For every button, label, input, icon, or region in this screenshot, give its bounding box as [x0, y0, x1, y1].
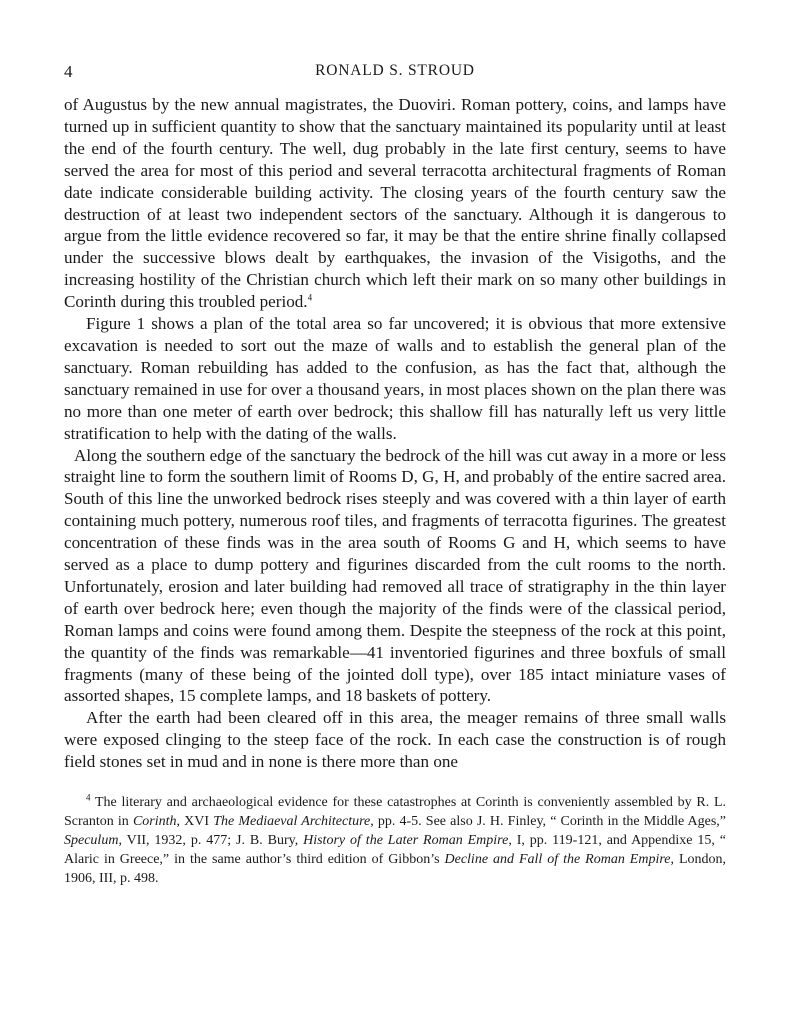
paragraph [64, 94, 726, 313]
footnote-segment: Decline and Fall of the Roman Empire [444, 852, 671, 868]
body-text [64, 94, 726, 773]
footnote-segment: , VII, 1932, p. 477; J. B. Bury, [118, 833, 304, 849]
footnote-segment: The literary and archaeological evidence for these catastrophes at Corinth is conveniently assembled by R. L. Scranton in [64, 795, 726, 830]
paragraph-text: of Augustus by the new annual magistrates, the Duoviri. Roman pottery, coins, and lamps have turned up in sufficient quantity to show that the sanctuary maintained its popularity until at least the end of the fourth century. The well, dug probably in the late first century, seems to have served the area for most of this period and several terracotta architectural fragments of Roman date indicate considerable building activity. The closing years of the fourth century saw the destruction of at least two independent sectors of the sanctuary. Although it is dangerous to argue from the little evidence recovered so far, it may be that the entire shrine finally collapsed under the successive blows dealt by earthquakes, the invasion of the Visigoths, and the increasing hostility of the Christian church which left their mark on so many other buildings in Corinth during this troubled period. [64, 95, 726, 312]
paragraph [64, 445, 726, 708]
running-title: RONALD S. STROUD [315, 62, 475, 79]
footnote-reference[interactable]: 4 [307, 292, 313, 303]
paragraph [64, 313, 726, 444]
footnote-text [64, 793, 726, 888]
footnote-number: 4 [86, 792, 91, 803]
paragraph-text: Figure 1 shows a plan of the total area so far uncovered; it is obvious that more extensive excavation is needed to sort out the maze of walls and to establish the general plan of the sanctuary. Roman rebuilding has added to the confusion, as has the fact that, although the sanctuary remained in use for over a thousand years, in most places shown on the plan there was no more than one meter of earth over bedrock; this shallow fill has naturally left us very little stratification to help with the dating of the walls. [64, 314, 726, 443]
footnote-segment: The Mediaeval Architecture [213, 814, 371, 830]
footnote-segment: Corinth [132, 814, 177, 830]
document-page [64, 58, 726, 888]
paragraph-text: After the earth had been cleared off in this area, the meager remains of three small walls were exposed clinging to the steep face of the rock. In each case the construction is of rough field stones set in mud and in none is there more than one [64, 708, 726, 772]
footnote-segment: Speculum [64, 833, 119, 849]
footnote [64, 793, 726, 888]
paragraph [64, 707, 726, 773]
footnote-segment: , XVI [176, 814, 214, 830]
footnote-segment: History of the Later Roman Empire [303, 833, 509, 849]
footnote-segment: , pp. 4-5. See also J. H. Finley, “ Corinth in the Middle Ages,” [370, 814, 727, 830]
footnote-segment: , London, 1906, III, p. 498. [64, 852, 726, 887]
footnote-segment: , I, pp. 119-121, and Appendixe 15, “ Alaric in Greece,” in the same author’s third edition of Gibbon’s [64, 833, 727, 868]
page-number: 4 [64, 62, 73, 81]
running-header [64, 58, 726, 86]
paragraph-text: Along the southern edge of the sanctuary the bedrock of the hill was cut away in a more or less straight line to form the southern limit of Rooms D, G, H, and probably of the entire sacred area. South of this line the unworked bedrock rises steeply and was covered with a thin layer of earth containing much pottery, numerous roof tiles, and fragments of terracotta figurines. The greatest concentration of these finds was in the area south of Rooms G and H, which seems to have served as a place to dump pottery and figurines discarded from the cult rooms to the north. Unfortunately, erosion and later building had removed all trace of stratigraphy in the thin layer of earth over bedrock here; even though the majority of the finds were of the classical period, Roman lamps and coins were found among them. Despite the steepness of the rock at this point, the quantity of the finds was remarkable—41 inventoried figurines and three boxfuls of small fragments (many of these being of the jointed doll type), over 185 intact miniature vases of assorted shapes, 15 complete lamps, and 18 baskets of pottery. [64, 445, 726, 706]
